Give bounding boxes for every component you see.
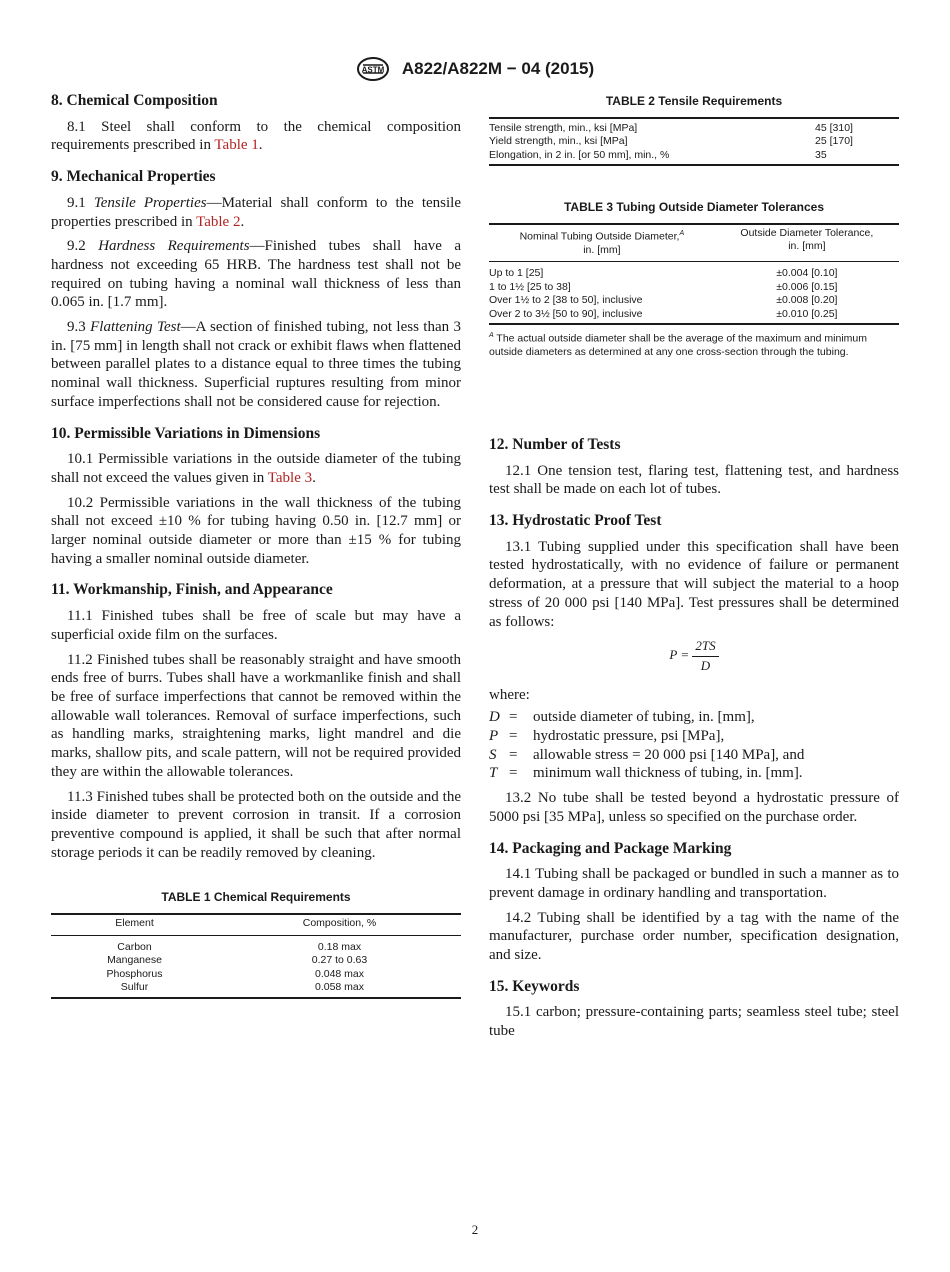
table-1 xyxy=(51,888,461,998)
table-row: Up to 1 [25] ±0.004 [0.10] xyxy=(489,267,838,280)
section-15 xyxy=(489,978,899,1041)
section-9 xyxy=(51,168,461,411)
table-3-link[interactable]: Table 3 xyxy=(267,469,313,486)
column-header: Outside Diameter Tolerance, in. [mm] xyxy=(715,224,899,262)
paragraph-11-3: 11.3 Finished tubes shall be protected both on the outside and the inside diameter to prevent corrosion in transit. If a corrosion preventive compound is applied, it shall be such that after normal storage periods it can be readily removed by cleaning. xyxy=(51,788,461,861)
paragraph-11-1: 11.1 Finished tubes shall be free of scale but may have a superficial oxide film on the surfaces. xyxy=(51,608,461,643)
section-heading: 9. Mechanical Properties xyxy=(51,168,216,186)
logo-text: ASTM xyxy=(361,65,385,75)
column-header: Composition, % xyxy=(218,914,461,935)
table-3 xyxy=(489,198,899,360)
column-header: Nominal Tubing Outside Diameter,$^A$ in. [mm] xyxy=(489,224,715,262)
table-row: Manganese 0.27 to 0.63 xyxy=(107,954,368,967)
paragraph-13-1: 13.1 Tubing supplied under this specification shall have been tested hydrostatically, with no evidence of failure or permanent deformation, at a pressure that will subject the material to a hoop stress of 20 000 psi [140 MPa]. Test pressures shall be determined as follows: xyxy=(489,538,899,630)
section-8 xyxy=(51,92,461,155)
section-heading: 11. Workmanship, Finish, and Appearance xyxy=(51,581,333,599)
section-10 xyxy=(51,425,461,569)
variable-row: D = outside diameter of tubing, in. [mm], xyxy=(489,709,755,726)
paragraph-13-2: 13.2 No tube shall be tested beyond a hydrostatic pressure of 5000 psi [35 MPa], unless so specified on the purchase order. xyxy=(489,790,899,825)
table-header-row xyxy=(51,914,461,935)
table-row: 1 to 1½ [25 to 38] ±0.006 [0.15] xyxy=(489,280,838,293)
section-14 xyxy=(489,840,899,965)
paragraph-10-2: 10.2 Permissible variations in the wall thickness of the tubing shall not exceed ±10 % for tubing having 0.50 in. [12.7 mm] or larger nominal outside diameter or more than ±15 % for tubing having a smaller nominal outside diameter. xyxy=(51,494,461,567)
table-caption: TABLE 3 Tubing Outside Diameter Tolerances xyxy=(563,200,825,215)
table-header-row xyxy=(489,224,899,262)
page-header xyxy=(0,56,950,82)
section-13 xyxy=(489,512,899,827)
paragraph-12-1: 12.1 One tension test, flaring test, flattening test, and hardness test shall be made on each lot of tubes. xyxy=(489,462,899,498)
table-row: Over 1½ to 2 [38 to 50], inclusive ±0.008 [0.20] xyxy=(489,294,838,307)
section-heading: 15. Keywords xyxy=(489,977,580,995)
paragraph-14-1: 14.1 Tubing shall be packaged or bundled in such a manner as to prevent damage in ordinary handling and transportation. xyxy=(489,866,899,901)
column-header: Element xyxy=(51,914,218,935)
table-row: Carbon 0.18 max xyxy=(117,940,362,953)
table-footnote: $^A$ The actual outside diameter shall be the average of the maximum and minimum outside diameters as determined at any one cross-section through the tubing. xyxy=(489,332,868,359)
variable-row: S = allowable stress = 20 000 psi [140 MPa], and xyxy=(489,746,805,763)
od-tolerances-table xyxy=(489,223,899,326)
document-designation: A822/A822M − 04 (2015) xyxy=(401,59,595,78)
paragraph-11-2: 11.2 Finished tubes shall be reasonably straight and have smooth ends free of burrs. Tubes shall have a workmanlike finish and shall be free of surface imperfections that cannot be removed within the allowable wall tolerances. Removal of surface imperfections, such as handling marks, straightening marks, light mandrel and die marks, shallow pits, and scale pattern, will not be required provided they are within the allowable tolerances. xyxy=(51,651,461,780)
table-row: Over 2 to 3½ [50 to 90], inclusive ±0.010 [0.25] xyxy=(489,307,838,320)
page-number: 2 xyxy=(471,1222,479,1237)
table-1-link[interactable]: Table 1 xyxy=(214,137,259,154)
table-row: Elongation, in 2 in. [or 50 mm], min., % 35 xyxy=(489,148,827,161)
section-heading: 14. Packaging and Package Marking xyxy=(489,839,732,857)
paragraph-9-3: 9.3 Flattening Test—A section of finished tubing, not less than 3 in. [75 mm] in length shall not crack or exhibit flaws when flattened between parallel plates to a distance equal to three times the tubing nominal wall thickness. Superficial ruptures resulting from minor surface imperfections shall not be considered cause for rejection. xyxy=(51,319,462,410)
paragraph-10-1: 10.1 Permissible variations in the outside diameter of the tubing shall not exceed the values given in Table 3. xyxy=(51,451,461,486)
table-row: Tensile strength, min., ksi [MPa] 45 [310] xyxy=(489,121,853,134)
variable-definitions xyxy=(489,708,899,783)
section-12 xyxy=(489,436,899,499)
section-11 xyxy=(51,581,461,862)
paragraph-9-1: 9.1 Tensile Properties—Material shall conform to the tensile properties prescribed in Table 2. xyxy=(51,194,461,230)
tensile-requirements-table xyxy=(489,117,899,167)
paragraph-14-2: 14.2 Tubing shall be identified by a tag with the name of the manufacturer, purchase order number, specification designation, and size. xyxy=(489,909,899,964)
section-heading: 12. Number of Tests xyxy=(489,435,621,453)
where-label: where: xyxy=(489,686,530,703)
section-heading: 13. Hydrostatic Proof Test xyxy=(489,512,662,530)
right-column xyxy=(489,92,899,1054)
astm-logo-icon xyxy=(356,56,390,82)
table-row: Sulfur 0.058 max xyxy=(120,981,365,994)
chemical-requirements-table xyxy=(51,913,461,999)
hoop-stress-formula: P = $\frac{2TS}{D}$ xyxy=(489,637,899,675)
table-row: Phosphorus 0.048 max xyxy=(106,967,365,980)
table-2-link[interactable]: Table 2 xyxy=(196,213,241,230)
paragraph-9-2: 9.2 Hardness Requirements—Finished tubes shall have a hardness not exceeding 65 HRB. The hardness test shall not be required on tubing having a nominal wall thickness of less than 0.065 in. [1.7 mm]. xyxy=(51,238,462,311)
variable-row: P = hydrostatic pressure, psi [MPa], xyxy=(489,728,725,745)
table-caption: TABLE 1 Chemical Requirements xyxy=(161,890,351,905)
section-heading: 10. Permissible Variations in Dimensions xyxy=(51,424,321,442)
table-row: Yield strength, min., ksi [MPa] 25 [170] xyxy=(489,135,853,148)
left-column xyxy=(51,92,461,999)
paragraph-15-1: 15.1 carbon; pressure-containing parts; seamless steel tube; steel tube xyxy=(489,1004,899,1040)
variable-row: T = minimum wall thickness of tubing, in. [mm]. xyxy=(489,765,803,782)
table-2 xyxy=(489,92,899,166)
section-heading: 8. Chemical Composition xyxy=(51,92,218,109)
table-caption: TABLE 2 Tensile Requirements xyxy=(605,94,783,108)
paragraph-8-1: 8.1 Steel shall conform to the chemical composition requirements prescribed in Table 1. xyxy=(51,118,461,154)
